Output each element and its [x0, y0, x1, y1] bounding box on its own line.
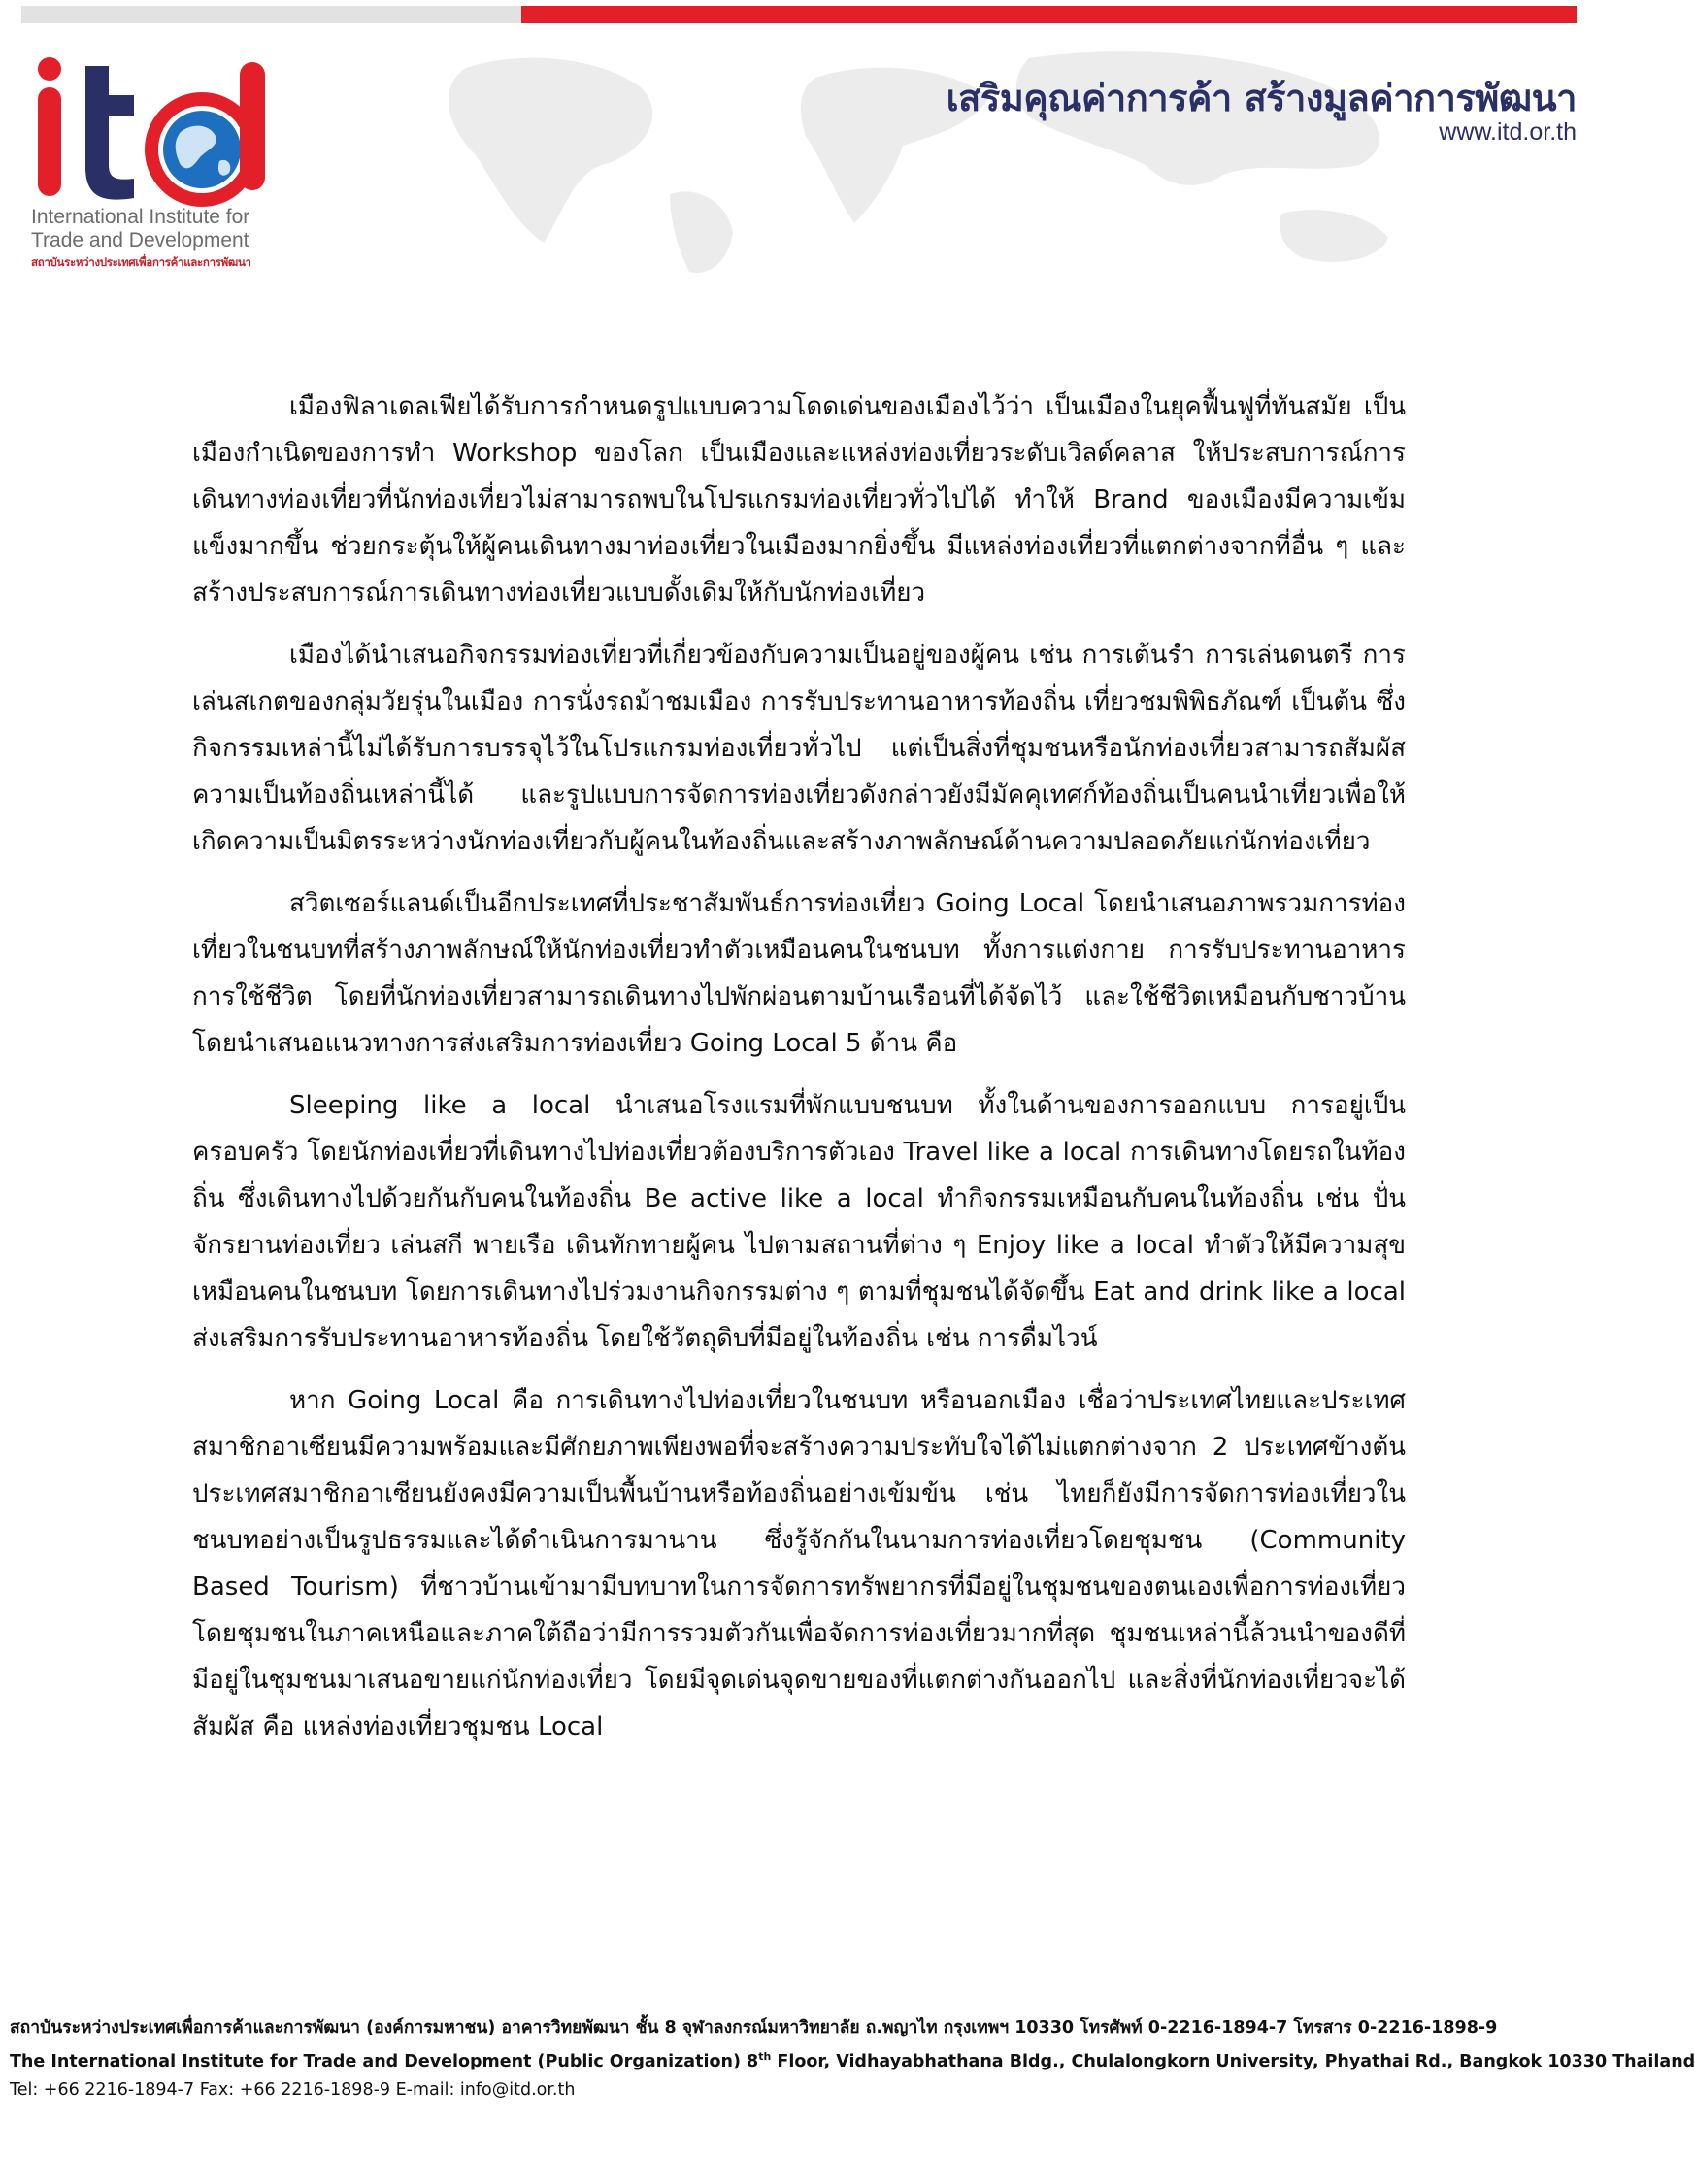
- document-body: [192, 383, 1406, 1766]
- paragraph-4: Sleeping like a local นำเสนอโรงแรมที่พักแบบชนบท ทั้งในด้านของการออกแบบ การอยู่เป็นครอบครัว โดยนักท่องเที่ยวที่เดินทางไปท่องเที่ยวต้องบริการตัวเอง Travel like a local การเดินทางโดยรถในท้องถิ่น ซึ่งเดินทางไปด้วยกันกับคนในท้องถิ่น Be active like a local ทำกิจกรรมเหมือนกับคนในท้องถิ่น เช่น ปั่นจักรยานท่องเที่ยว เล่นสกี พายเรือ เดินทักทายผู้คน ไปตามสถานที่ต่าง ๆ Enjoy like a local ทำตัวให้มีความสุขเหมือนคนในชนบท โดยการเดินทางไปร่วมงานกิจกรรมต่าง ๆ ตามที่ชุมชนได้จัดขึ้น Eat and drink like a local ส่งเสริมการรับประทานอาหารท้องถิ่น โดยใช้วัตถุดิบที่มีอยู่ในท้องถิ่น เช่น การดื่มไวน์: [192, 1091, 1406, 1353]
- footer-thai-address: สถาบันระหว่างประเทศเพื่อการค้าและการพัฒนา (องค์การมหาชน) อาคารวิทยพัฒนา ชั้น 8 จุฬาลงกรณ์มหาวิทยาลัย ถ.พญาไท กรุงเทพฯ 10330 โทรศัพท์ 0-2216-1894-7 โทรสาร 0-2216-1898-9: [10, 2018, 1498, 2037]
- logo-thai-name: สถาบันระหว่างประเทศเพื่อการค้าและการพัฒนา: [31, 255, 251, 269]
- header-grey-bar: [21, 6, 521, 23]
- header-slogan: เสริมคุณค่าการค้า สร้างมูลค่าการพัฒนา: [946, 77, 1577, 119]
- header-website: www.itd.or.th: [1439, 118, 1577, 146]
- world-map-watermark: [349, 29, 1514, 281]
- footer-english-address: [10, 2042, 1695, 2076]
- itd-logo-mark: [25, 56, 278, 204]
- paragraph-5: หาก Going Local คือ การเดินทางไปท่องเที่ยวในชนบท หรือนอกเมือง เชื่อว่าประเทศไทยและประเทศสมาชิกอาเซียนมีความพร้อมและมีศักยภาพเพียงพอที่จะสร้างความประทับใจได้ไม่แตกต่างจาก 2 ประเทศข้างต้น ประเทศสมาชิกอาเซียนยังคงมีความเป็นพื้นบ้านหรือท้องถิ่นอย่างเข้มข้น เช่น ไทยก็ยังมีการจัดการท่องเที่ยวในชนบทอย่างเป็นรูปธรรมและได้ดำเนินการมานาน ซึ่งรู้จักกันในนามการท่องเที่ยวโดยชุมชน (Community Based Tourism) ที่ชาวบ้านเข้ามามีบทบาทในการจัดการทรัพยากรที่มีอยู่ในชุมชนของตนเองเพื่อการท่องเที่ยว โดยชุมชนในภาคเหนือและภาคใต้ถือว่ามีการรวมตัวกันเพื่อจัดการท่องเที่ยวมากที่สุด ชุมชนเหล่านี้ล้วนนำของดีที่มีอยู่ในชุมชนมาเสนอขายแก่นักท่องเที่ยว โดยมีจุดเด่นจุดขายของที่แตกต่างกันออกไป และสิ่งที่นักท่องเที่ยวจะได้สัมผัส คือ แหล่งท่องเที่ยวชุมชน Local: [192, 1386, 1406, 1741]
- footer-english-address-part-2: Floor, Vidhayabhathana Bldg., Chulalongkorn University, Phyathai Rd., Bangkok 10330 Thailand: [771, 2051, 1695, 2071]
- paragraph-3: สวิตเซอร์แลนด์เป็นอีกประเทศที่ประชาสัมพันธ์การท่องเที่ยว Going Local โดยนำเสนอภาพรวมการท่องเที่ยวในชนบทที่สร้างภาพลักษณ์ให้นักท่องเที่ยวทำตัวเหมือนคนในชนบท ทั้งการแต่งกาย การรับประทานอาหาร การใช้ชีวิต โดยที่นักท่องเที่ยวสามารถเดินทางไปพักผ่อนตามบ้านเรือนที่ได้จัดไว้ และใช้ชีวิตเหมือนกับชาวบ้าน โดยนำเสนอแนวทางการส่งเสริมการท่องเที่ยว Going Local 5 ด้าน คือ: [192, 889, 1406, 1058]
- footer-english-address-part-1: The International Institute for Trade and Development (Public Organization) 8: [10, 2051, 759, 2071]
- footer-floor-suffix: th: [758, 2050, 772, 2063]
- logo-english-line-1: International Institute for: [31, 206, 250, 228]
- footer-contact: Tel: +66 2216-1894-7 Fax: +66 2216-1898-9 E-mail: info@itd.or.th: [10, 2079, 576, 2100]
- paragraph-2: เมืองได้นำเสนอกิจกรรมท่องเที่ยวที่เกี่ยวข้องกับความเป็นอยู่ของผู้คน เช่น การเต้นรำ การเล่นดนตรี การเล่นสเกตของกลุ่มวัยรุ่นในเมือง การนั่งรถม้าชมเมือง การรับประทานอาหารท้องถิ่น เที่ยวชมพิพิธภัณฑ์ เป็นต้น ซึ่งกิจกรรมเหล่านี้ไม่ได้รับการบรรจุไว้ในโปรแกรมท่องเที่ยวทั่วไป แต่เป็นสิ่งที่ชุมชนหรือนักท่องเที่ยวสามารถสัมผัสความเป็นท้องถิ่นเหล่านี้ได้ และรูปแบบการจัดการท่องเที่ยวดังกล่าวยังมีมัคคุเทศก์ท้องถิ่นเป็นคนนำเที่ยวเพื่อให้เกิดความเป็นมิตรระหว่างนักท่องเที่ยวกับผู้คนในท้องถิ่นและสร้างภาพลักษณ์ด้านความปลอดภัยแก่นักท่องเที่ยว: [192, 641, 1406, 856]
- header-red-bar: [521, 6, 1577, 23]
- logo-english-line-2: Trade and Development: [31, 229, 249, 251]
- paragraph-1: เมืองฟิลาเดลเฟียได้รับการกำหนดรูปแบบความโดดเด่นของเมืองไว้ว่า เป็นเมืองในยุคฟื้นฟูที่ทันสมัย เป็นเมืองกำเนิดของการทำ Workshop ของโลก เป็นเมืองและแหล่งท่องเที่ยวระดับเวิลด์คลาส ให้ประสบการณ์การเดินทางท่องเที่ยวที่นักท่องเที่ยวไม่สามารถพบในโปรแกรมท่องเที่ยวทั่วไปได้ ทำให้ Brand ของเมืองมีความเข้มแข็งมากขึ้น ช่วยกระตุ้นให้ผู้คนเดินทางมาท่องเที่ยวในเมืองมากยิ่งขึ้น มีแหล่งท่องเที่ยวที่แตกต่างจากที่อื่น ๆ และสร้างประสบการณ์การเดินทางท่องเที่ยวแบบดั้งเดิมให้กับนักท่องเที่ยว: [192, 392, 1406, 608]
- itd-logo: [25, 56, 287, 270]
- page-footer: [10, 2014, 1695, 2104]
